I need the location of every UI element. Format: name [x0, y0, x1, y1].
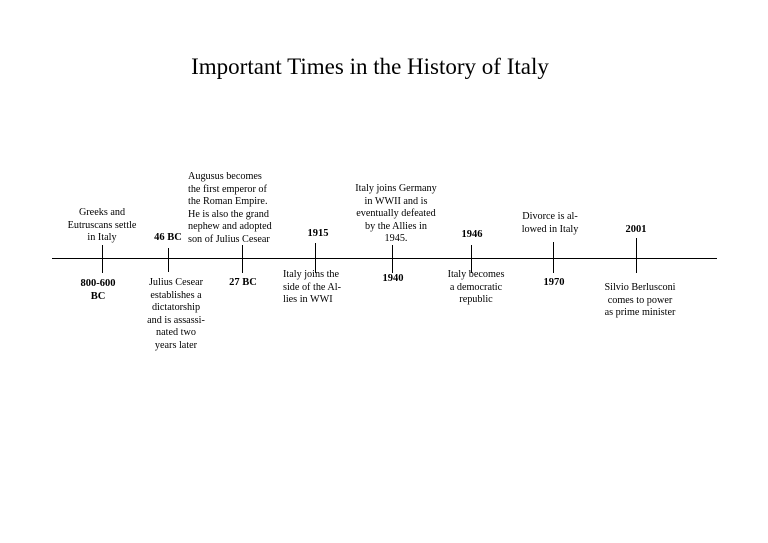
event-year: 1946	[461, 229, 483, 240]
timeline-tick	[168, 248, 169, 272]
timeline-tick	[636, 238, 637, 273]
event-year: 800-600 BC	[80, 278, 116, 302]
event-text: Divorce is al- lowed in Italy	[521, 211, 579, 235]
event-year: 1970	[543, 277, 565, 288]
timeline-tick	[392, 245, 393, 273]
event-year: 46 BC	[154, 232, 182, 243]
event-year: 1915	[307, 228, 329, 239]
event-text: Italy joins Germany in WWII and is eventually defeated by the Allies in 1945.	[355, 183, 437, 245]
event-year: 27 BC	[229, 277, 257, 288]
timeline-tick	[242, 245, 243, 273]
timeline-tick	[102, 245, 103, 273]
timeline-axis	[52, 258, 717, 259]
event-text: Julius Cesear establishes a dictatorship and is assassi- nated two years later	[147, 277, 205, 351]
timeline-tick	[553, 242, 554, 273]
event-text: Greeks and Eutruscans settle in Italy	[67, 207, 137, 244]
event-year: 2001	[625, 224, 647, 235]
event-year: 1940	[382, 273, 404, 284]
event-text: Italy becomes a democratic republic	[447, 269, 505, 306]
event-text: Augusus becomes the first emperor of the Roman Empire. He is also the grand nephew and adopted son of Julius Cesear	[188, 171, 272, 245]
event-text: Italy joins the side of the Al- lies in WWI	[283, 269, 342, 306]
event-text: Silvio Berlusconi comes to power as prime minister	[604, 282, 676, 319]
page-title: Important Times in the History of Italy	[191, 54, 549, 79]
